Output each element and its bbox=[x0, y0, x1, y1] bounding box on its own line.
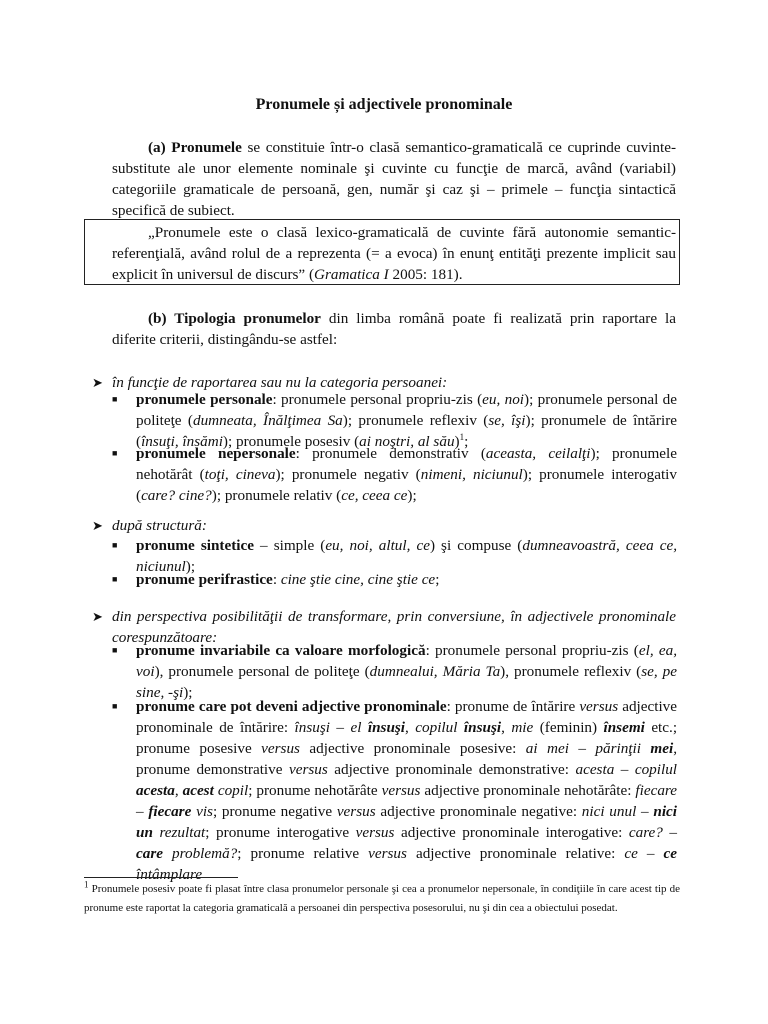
list-item: ■ pronume perifrastice: cine ştie cine, cine ştie ce; bbox=[112, 571, 440, 588]
square-bullet-icon: ■ bbox=[112, 574, 118, 584]
quote-source-tail: 2005: 181). bbox=[388, 266, 463, 283]
list-item: ■ pronume care pot deveni adjective pronominale: pronume de întărire versus adjective pronominale de întărire: însuşi – el însuşi, copilul însuşi, mie (feminin) însemi etc.; pronume posesive versus adjective pronominale posesive: ai mei – părinţii mei, pronume demonstrative versus adjective pronominale demonstrative: acesta – copilul acesta, acest copil; pronume nehotărâte versus adjective pronominale nehotărâte: fiecare – fiecare vis; pronume negative versus adjective pronominale negative: nici unul – nici un rezultat; pronume interogative versus adjective pronominale interogative: care? – care problemă?; pronume relative versus adjective pronominale relative: ce – ce întâmplare bbox=[112, 698, 678, 883]
criterion-label: din perspectiva posibilităţii de transformare, prin conversiune, în adjectivele pronominale corespunzătoare: bbox=[112, 608, 676, 646]
quote-text: „Pronumele este o clasă lexico-gramaticală de cuvinte fără autonomie semantic-referenţială, având rolul de a reprezenta (= a evoca) în enunţ entităţi prezente implicit sau explicit în universul de discurs” ( bbox=[112, 224, 676, 283]
list-item: ■ pronumele nepersonale: pronumele demonstrativ (aceasta, ceilalţi); pronumele nehotărât (toţi, cineva); pronumele negativ (nimeni, niciunul); pronumele interogativ (care? cine?); pronumele relativ (ce, ceea ce); bbox=[112, 445, 677, 504]
intro-paragraph bbox=[112, 137, 676, 221]
arrow-bullet-icon: ➤ bbox=[92, 518, 103, 533]
footnote bbox=[84, 880, 680, 918]
quote-source: Gramatica I bbox=[314, 266, 389, 283]
criterion-label: în funcţie de raportarea sau nu la categoria persoanei: bbox=[112, 374, 448, 391]
list-item: ■ pronume invariabile ca valoare morfologică: pronumele personal propriu-zis (el, ea, voi), pronumele personal de politeţe (dumnealui, Măria Ta), pronumele reflexiv (se, pe sine, -şi); bbox=[112, 642, 678, 701]
intro-text: se constituie într-o clasă semantico-gramaticală ce cuprinde cuvinte-substitute ale unor elemente nominale şi cuvinte cu funcţie de marcă, având (variabil) categoriile gramaticale de persoană, gen, număr şi caz şi – primele – funcţia sintactică specifică de subiect. bbox=[112, 139, 676, 219]
typology-paragraph bbox=[112, 308, 676, 350]
intro-label: (a) Pronumele bbox=[148, 139, 242, 156]
quote-paragraph bbox=[112, 222, 676, 285]
square-bullet-icon: ■ bbox=[112, 645, 118, 655]
square-bullet-icon: ■ bbox=[112, 701, 118, 711]
square-bullet-icon: ■ bbox=[112, 448, 118, 458]
list-item: ■ pronume sintetice – simple (eu, noi, altul, ce) şi compuse (dumneavoastră, ceea ce, niciunul); bbox=[112, 537, 677, 575]
footnote-text: Pronumele posesiv poate fi plasat între clasa pronumelor personale şi cea a pronumelor nepersonale, în condiţiile în care acest tip de pronume este raportat la categoria gramaticală a persoanei din perspectiva posesorului, nu şi din cea a obiectului posedat. bbox=[84, 883, 680, 914]
square-bullet-icon: ■ bbox=[112, 540, 118, 550]
typology-text: din limba română poate fi realizată prin raportare la diferite criterii, distingându-se astfel: bbox=[112, 310, 676, 348]
list-item: ■ pronumele personale: pronumele personal propriu-zis (eu, noi); pronumele personal de politeţe (dumneata, Înălţimea Sa); pronumele reflexiv (se, îşi); pronumele de întărire (însuţi, însămi); pronumele posesiv (ai noştri, al său)$^1$; bbox=[112, 391, 677, 450]
arrow-bullet-icon: ➤ bbox=[92, 609, 103, 624]
page-title: Pronumele și adjectivele pronominale bbox=[255, 96, 513, 113]
typology-label: (b) Tipologia pronumelor bbox=[148, 310, 321, 327]
arrow-bullet-icon: ➤ bbox=[92, 375, 103, 390]
footnote-divider bbox=[84, 877, 238, 878]
footnote-mark: 1 bbox=[84, 879, 89, 890]
criterion-label: după structură: bbox=[112, 517, 207, 534]
square-bullet-icon: ■ bbox=[112, 394, 118, 404]
